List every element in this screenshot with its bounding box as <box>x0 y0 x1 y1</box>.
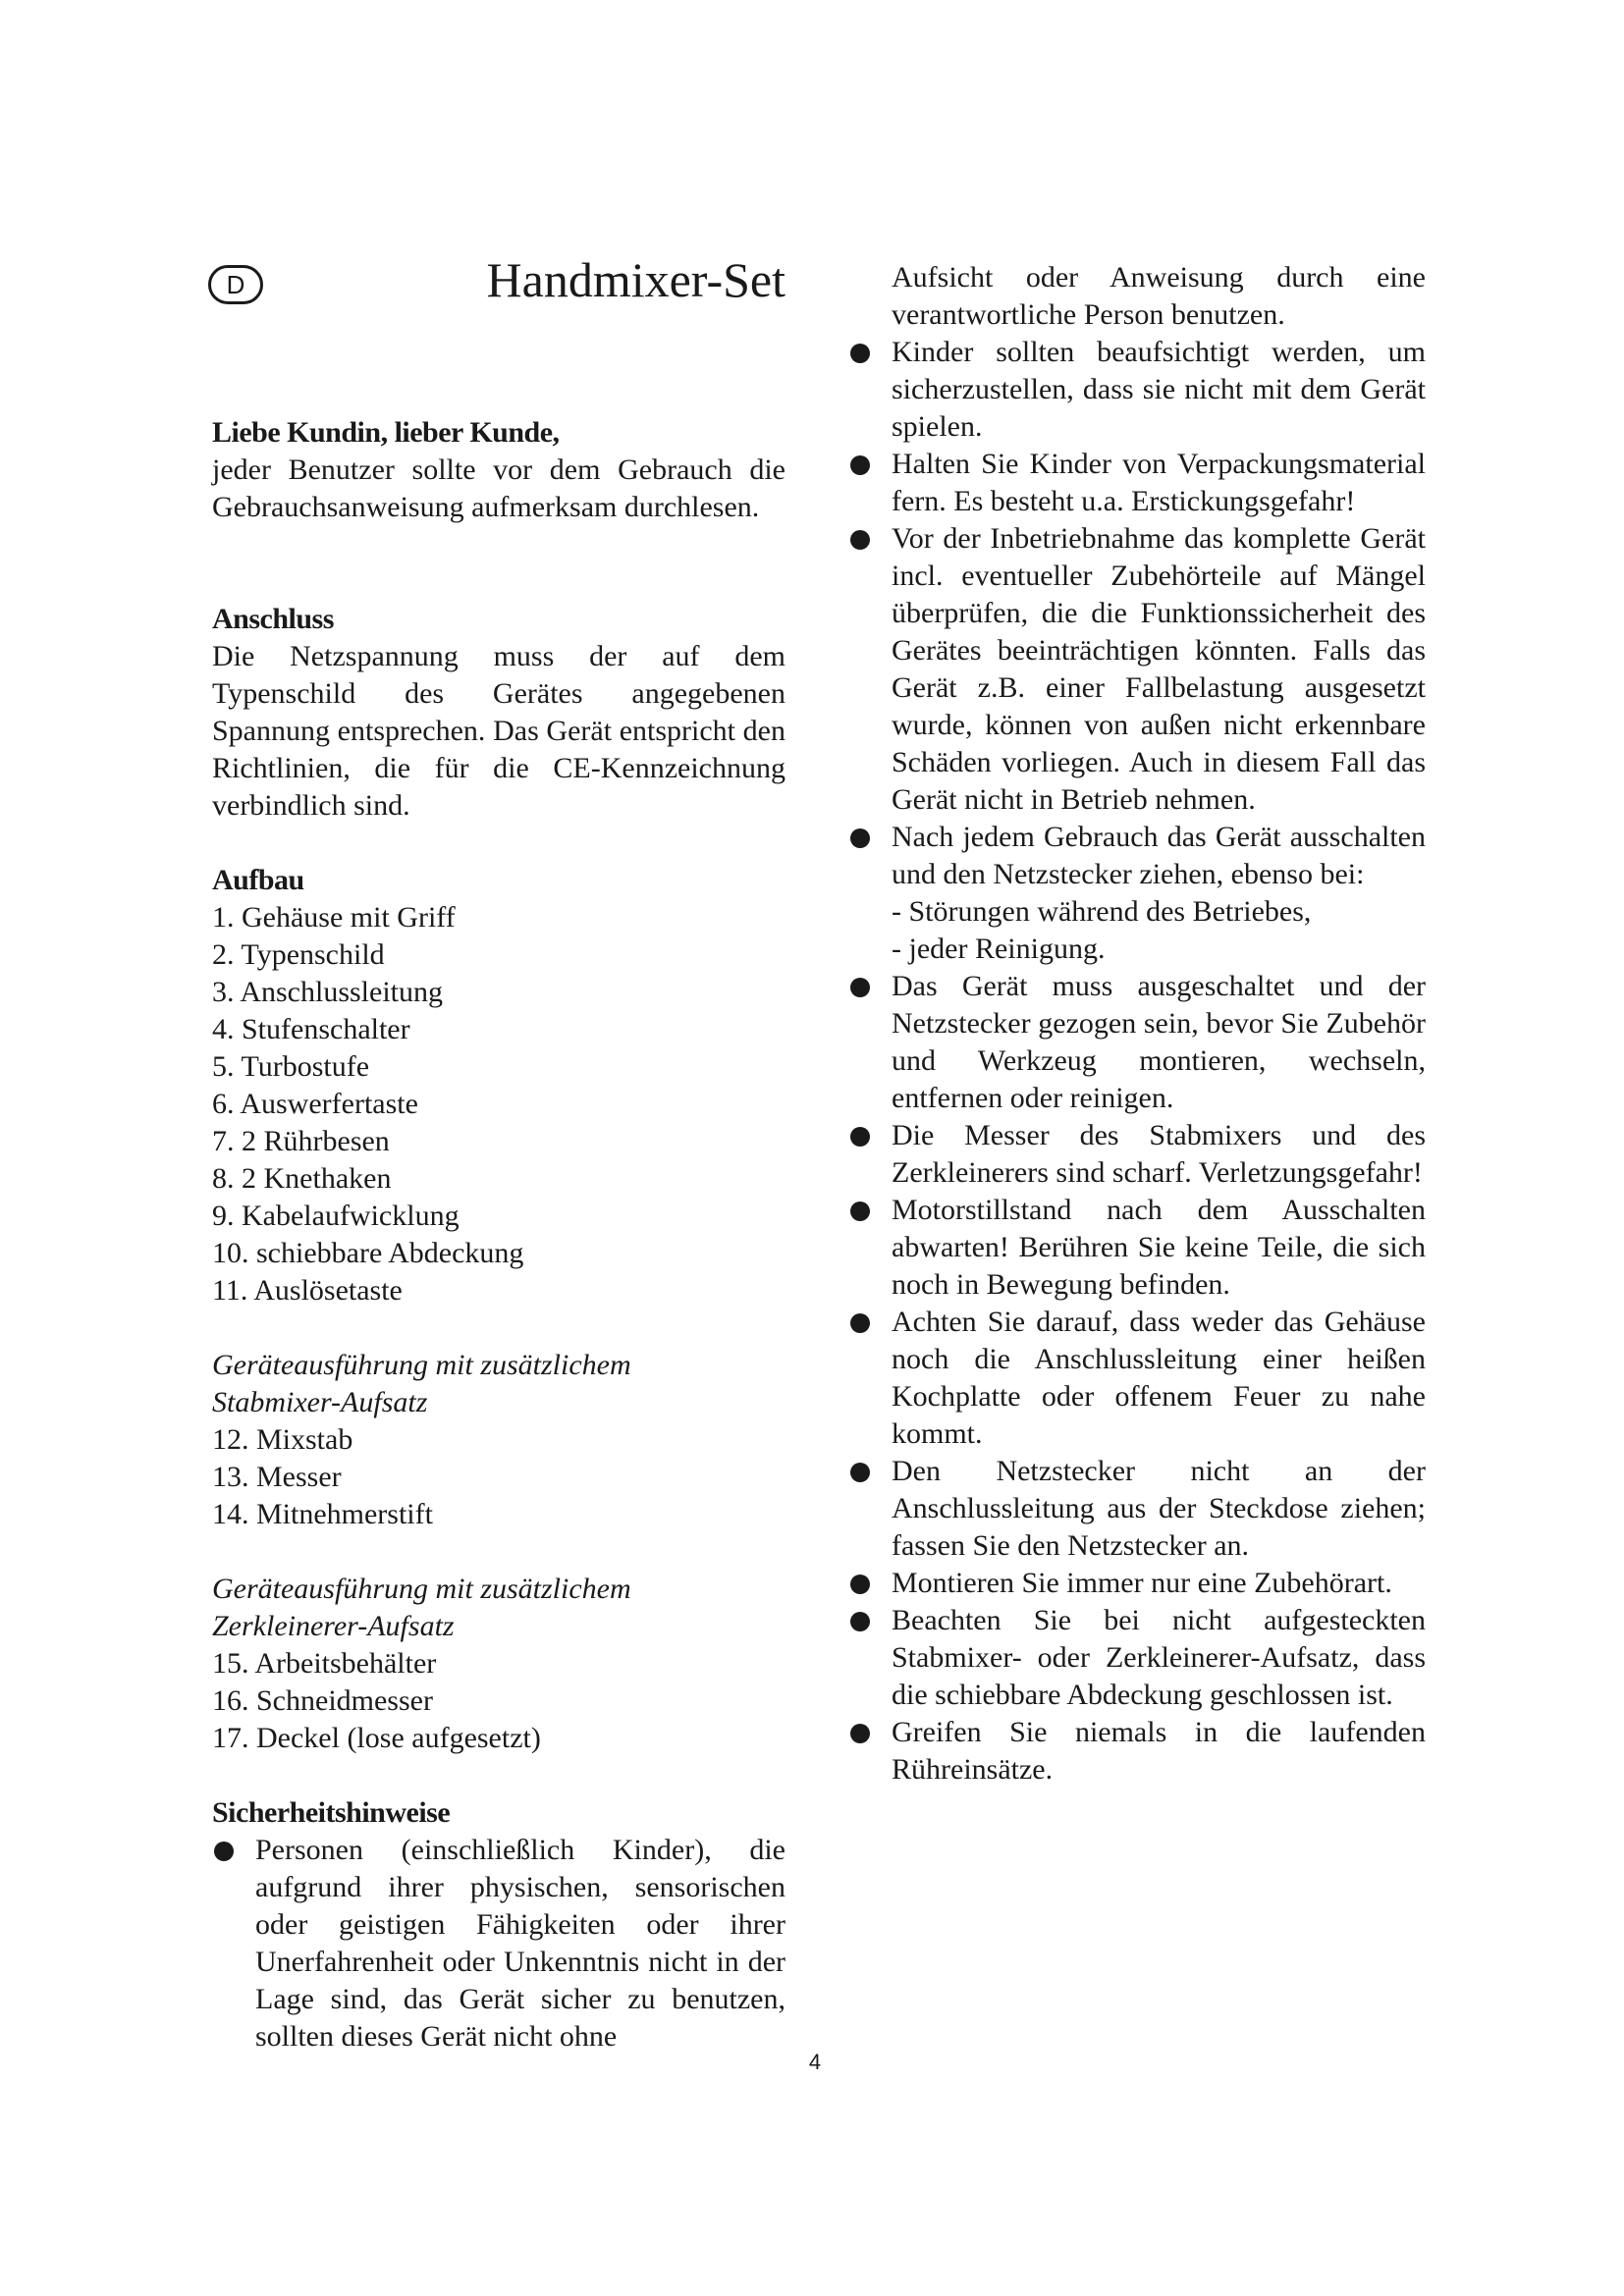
safety-bullet-text: Die Messer des Stabmixers und des Zerkleinerers sind scharf. Verletzungsgefahr! <box>892 1119 1426 1189</box>
safety-bullet <box>212 1832 785 2056</box>
aufbau-heading: Aufbau <box>212 864 304 896</box>
bullet-dot-icon <box>850 1201 870 1221</box>
bullet-dot-icon <box>850 344 870 363</box>
bullet-dot-icon <box>850 978 870 997</box>
bullet-dot-icon <box>850 1724 870 1743</box>
safety-bullet <box>848 1565 1426 1602</box>
parts-list <box>212 899 785 1309</box>
netzstecker-sublist <box>848 893 1426 968</box>
list-item: 17. Deckel (lose aufgesetzt) <box>212 1722 541 1754</box>
safety-bullet-text: Das Gerät muss ausgeschaltet und der Netzstecker gezogen sein, bevor Sie Zubehör und Werkzeug montieren, wechseln, entfernen oder reinigen. <box>892 970 1426 1114</box>
bullet-dot-icon <box>850 1313 870 1333</box>
zerkleinerer-subheading-line2: Zerkleinerer-Aufsatz <box>212 1610 455 1642</box>
zerkleinerer-subheading-line1: Geräteausführung mit zusätzlichem <box>212 1573 631 1605</box>
zerkleinerer-parts-list <box>212 1645 785 1757</box>
safety-bullet-text: Kinder sollten beaufsichtigt werden, um sicherzustellen, dass sie nicht mit dem Gerät spielen. <box>892 336 1426 443</box>
list-item: 12. Mixstab <box>212 1423 353 1456</box>
safety-bullet-text: Motorstillstand nach dem Ausschalten abwarten! Berühren Sie keine Teile, die sich noch in Bewegung befinden. <box>892 1194 1426 1301</box>
anschluss-text: Die Netzspannung muss der auf dem Typenschild des Gerätes angegebenen Spannung entsprechen. Das Gerät entspricht den Richtlinien, die für die CE-Kennzeichnung verbindlich sind. <box>212 640 785 822</box>
safety-bullet-text: Montieren Sie immer nur eine Zubehörart. <box>892 1567 1392 1599</box>
bullet-dot-icon <box>850 1612 870 1631</box>
list-item: 16. Schneidmesser <box>212 1684 433 1717</box>
list-item: 7. 2 Rührbesen <box>212 1125 390 1157</box>
list-item: - Störungen während des Betriebes, <box>892 895 1312 928</box>
stabmixer-section <box>212 1347 785 1533</box>
bullet-dot-icon <box>850 828 870 848</box>
safety-bullet-text: Beachten Sie bei nicht aufgesteckten Stabmixer- oder Zerkleinerer-Aufsatz, dass die schiebbare Abdeckung geschlossen ist. <box>892 1604 1426 1711</box>
safety-bullet <box>848 819 1426 893</box>
list-item: 9. Kabelaufwicklung <box>212 1200 460 1232</box>
anschluss-heading: Anschluss <box>212 603 334 635</box>
safety-bullets <box>848 334 1426 893</box>
safety-list-left <box>212 1832 785 2056</box>
safety-bullet <box>848 1602 1426 1714</box>
list-item: 1. Gehäuse mit Griff <box>212 901 456 934</box>
safety-bullet-text: Halten Sie Kinder von Verpackungsmaterial fern. Es besteht u.a. Erstickungsgefahr! <box>892 448 1426 517</box>
safety-bullet <box>848 1714 1426 1789</box>
list-item: 3. Anschlussleitung <box>212 976 444 1008</box>
safety-bullets-more <box>848 968 1426 1789</box>
list-item: 4. Stufenschalter <box>212 1013 410 1045</box>
safety-list-right <box>848 259 1426 1789</box>
safety-bullet <box>848 1192 1426 1304</box>
bullet-dot-icon <box>850 1127 870 1147</box>
safety-bullet <box>848 1304 1426 1453</box>
safety-bullet-text: Vor der Inbetriebnahme das komplette Gerät incl. eventueller Zubehörteile auf Mängel überprüfen, die die Funktionssicherheit des Gerätes beeinträchtigen könnten. Falls das Gerät z.B. einer Fallbelastung ausgesetzt wurde, können von außen nicht erkennbare Schäden vorliegen. Auch in diesem Fall das Gerät nicht in Betrieb nehmen. <box>892 522 1426 816</box>
list-item: 8. 2 Knethaken <box>212 1162 392 1195</box>
bullet-dot-icon <box>214 1842 234 1861</box>
safety-bullet <box>848 520 1426 819</box>
bullet-dot-icon <box>850 530 870 550</box>
intro-text: jeder Benutzer sollte vor dem Gebrauch die Gebrauchsanweisung aufmerksam durchlesen. <box>212 454 785 523</box>
bullet-dot-icon <box>850 1463 870 1482</box>
safety-bullet-text: Den Netzstecker nicht an der Anschlussleitung aus der Steckdose ziehen; fassen Sie den Netzstecker an. <box>892 1455 1426 1562</box>
safety-bullet-text: Greifen Sie niemals in die laufenden Rühreinsätze. <box>892 1716 1426 1786</box>
stabmixer-parts-list <box>212 1421 785 1533</box>
safety-bullet <box>848 446 1426 520</box>
safety-bullet <box>848 1117 1426 1192</box>
bullet-dot-icon <box>850 1575 870 1594</box>
list-item: 11. Auslösetaste <box>212 1274 403 1307</box>
list-item: 10. schiebbare Abdeckung <box>212 1237 524 1269</box>
stabmixer-subheading-line1: Geräteausführung mit zusätzlichem <box>212 1349 631 1381</box>
bullet-dot-icon <box>850 455 870 475</box>
list-item: - jeder Reinigung. <box>892 933 1106 965</box>
safety-bullet <box>848 1453 1426 1565</box>
page-title: Handmixer-Set <box>486 252 785 307</box>
list-item: 14. Mitnehmerstift <box>212 1498 433 1530</box>
safety-bullet-text: Nach jedem Gebrauch das Gerät ausschalten und den Netzstecker ziehen, ebenso bei: <box>892 821 1426 890</box>
list-item: 13. Messer <box>212 1461 342 1493</box>
language-badge: D <box>208 265 263 304</box>
page-number: 4 <box>808 2050 822 2074</box>
safety-bullet-text: Achten Sie darauf, dass weder das Gehäuse noch die Anschlussleitung einer heißen Kochplatte oder offenem Feuer zu nahe kommt. <box>892 1306 1426 1450</box>
stabmixer-subheading-line2: Stabmixer-Aufsatz <box>212 1386 428 1418</box>
list-item: 5. Turbostufe <box>212 1050 370 1083</box>
salutation: Liebe Kundin, lieber Kunde, <box>212 416 560 449</box>
list-item: 6. Auswerfertaste <box>212 1088 418 1120</box>
zerkleinerer-section <box>212 1571 785 1757</box>
safety-bullet <box>848 334 1426 446</box>
list-item: 2. Typenschild <box>212 938 385 971</box>
safety-bullet <box>848 968 1426 1117</box>
safety-bullet-text: Personen (einschließlich Kinder), die aufgrund ihrer physischen, sensorischen oder geistigen Fähigkeiten oder ihrer Unerfahrenheit oder Unkenntnis nicht in der Lage sind, das Gerät sicher zu benutzen, sollten dieses Gerät nicht ohne <box>255 1834 785 2053</box>
list-item: 15. Arbeitsbehälter <box>212 1647 437 1680</box>
safety-bullet-continuation: Aufsicht oder Anweisung durch eine verantwortliche Person benutzen. <box>892 261 1426 331</box>
sicherheit-heading: Sicherheitshinweise <box>212 1796 451 1829</box>
